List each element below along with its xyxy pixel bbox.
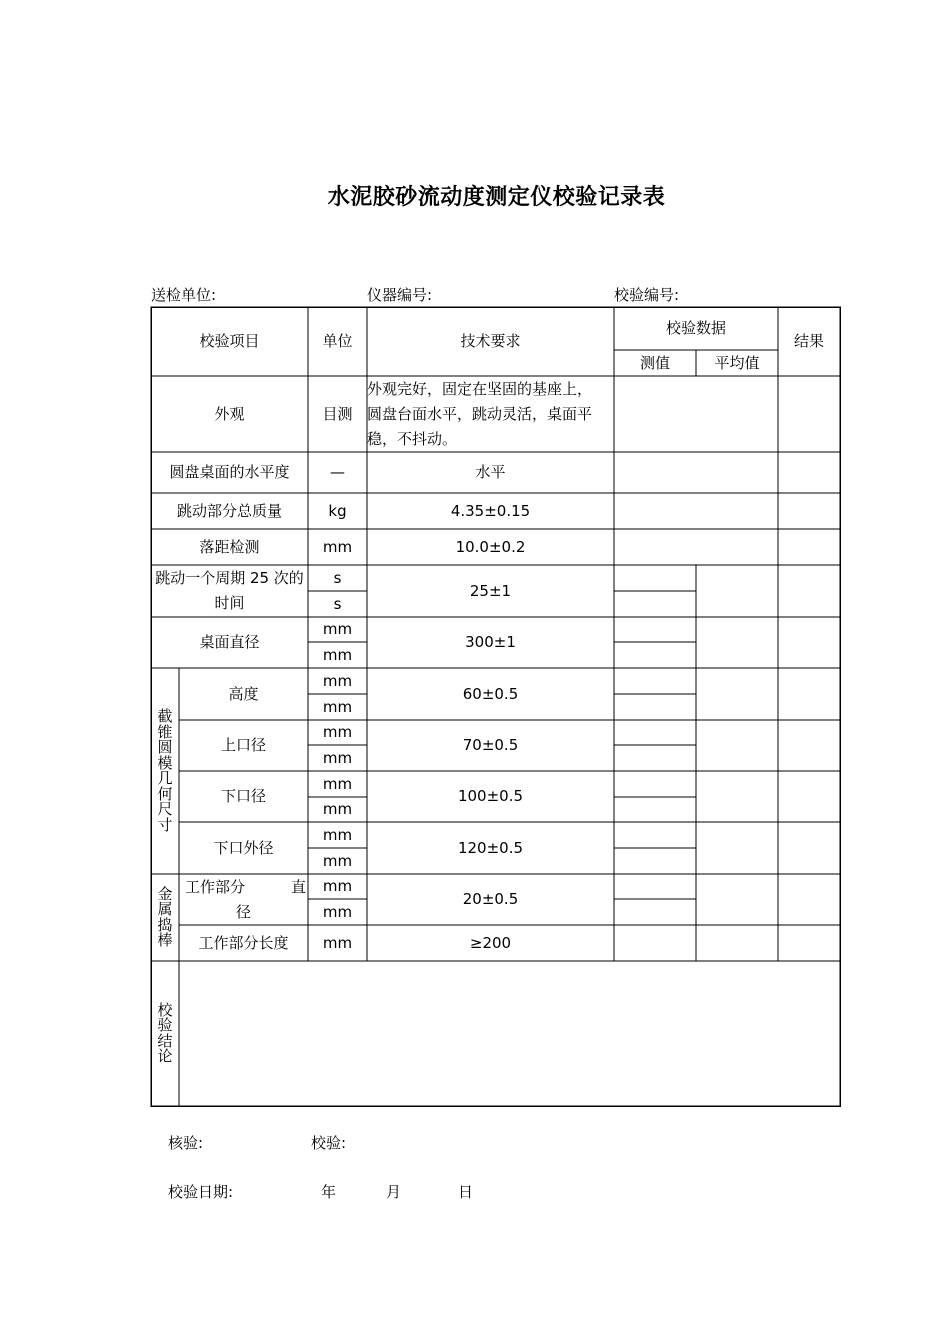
row-cycle-unit-2: s <box>333 594 342 613</box>
row-upper-unit-2: mm <box>322 748 353 767</box>
calibrator-label: 校验: <box>311 1134 347 1152</box>
row-rod-diameter-unit-1: mm <box>322 877 353 895</box>
row-diameter-item: 桌面直径 <box>199 633 260 651</box>
header-measured: 测值 <box>639 353 670 372</box>
row-mass-requirement: 4.35±0.15 <box>450 501 531 520</box>
row-lower-outer-item: 下口外径 <box>213 838 274 857</box>
row-height-unit-2: mm <box>322 697 353 716</box>
row-rod-diameter-requirement: 20±0.5 <box>462 890 519 908</box>
header-requirement: 技术要求 <box>460 332 521 350</box>
cone-group-label: 截锥圆模几何尺寸 <box>157 707 173 834</box>
instrument-no-label: 仪器编号: <box>367 286 433 304</box>
row-level-requirement: 水平 <box>475 463 506 481</box>
header-result: 结果 <box>793 332 824 350</box>
calibration-no-label: 校验编号: <box>614 286 680 304</box>
row-lower-requirement: 100±0.5 <box>457 787 524 805</box>
header-item: 校验项目 <box>199 332 260 350</box>
row-lower-outer-requirement: 120±0.5 <box>457 838 524 857</box>
row-lower-outer-unit-1: mm <box>322 825 353 844</box>
row-drop-requirement: 10.0±0.2 <box>455 537 526 556</box>
row-appearance-requirement: 外观完好，固定在坚固的基座上，圆盘台面水平，跳动灵活，桌面平稳，不抖动。 <box>367 379 593 448</box>
row-upper-item: 上口径 <box>220 736 266 754</box>
row-rod-length-item: 工作部分长度 <box>198 933 289 952</box>
row-appearance-unit: 目测 <box>322 404 353 423</box>
row-height-item: 高度 <box>228 684 259 703</box>
submit-unit-label: 送检单位: <box>151 286 217 304</box>
date-label: 校验日期: <box>168 1183 234 1201</box>
row-drop-unit: mm <box>322 537 353 556</box>
row-lower-unit-2: mm <box>322 800 353 818</box>
row-diameter-requirement: 300±1 <box>465 633 516 651</box>
row-cycle-unit-1: s <box>333 568 342 587</box>
row-rod-diameter-item-c: 径 <box>236 903 252 921</box>
row-height-requirement: 60±0.5 <box>462 684 519 703</box>
row-upper-unit-1: mm <box>322 723 353 741</box>
row-lower-outer-unit-2: mm <box>322 851 353 870</box>
conclusion-label: 校验结论 <box>157 1000 173 1065</box>
row-rod-length-requirement: ≥200 <box>469 933 512 952</box>
date-month: 月 <box>386 1183 402 1201</box>
date-day: 日 <box>458 1183 474 1201</box>
header-average: 平均值 <box>714 353 760 372</box>
row-height-unit-1: mm <box>322 671 353 690</box>
row-diameter-unit-2: mm <box>322 645 353 664</box>
row-rod-diameter-unit-2: mm <box>322 902 353 921</box>
row-lower-unit-1: mm <box>322 774 353 793</box>
row-mass-unit: kg <box>328 501 347 520</box>
page-title: 水泥胶砂流动度测定仪校验记录表 <box>327 185 666 210</box>
row-cycle-requirement: 25±1 <box>469 581 512 600</box>
row-level-unit: — <box>330 463 345 481</box>
row-lower-item: 下口径 <box>220 787 266 805</box>
row-appearance-item: 外观 <box>214 404 245 423</box>
checker-label: 核验: <box>168 1134 204 1152</box>
row-level-item: 圆盘桌面的水平度 <box>169 463 290 481</box>
row-rod-diameter-item-a: 工作部分 <box>185 878 246 896</box>
row-upper-requirement: 70±0.5 <box>462 736 519 754</box>
row-cycle-item: 跳动一个周期 25 次的时间 <box>155 569 304 612</box>
row-drop-item: 落距检测 <box>199 537 260 556</box>
row-mass-item: 跳动部分总质量 <box>176 501 282 520</box>
row-rod-length-unit: mm <box>322 933 353 952</box>
rod-group-label: 金属捣棒 <box>157 884 173 949</box>
header-unit: 单位 <box>322 332 353 350</box>
row-diameter-unit-1: mm <box>322 620 353 638</box>
date-year: 年 <box>321 1183 337 1201</box>
header-data: 校验数据 <box>665 319 726 337</box>
row-rod-diameter-item-b: 直 <box>291 878 307 896</box>
